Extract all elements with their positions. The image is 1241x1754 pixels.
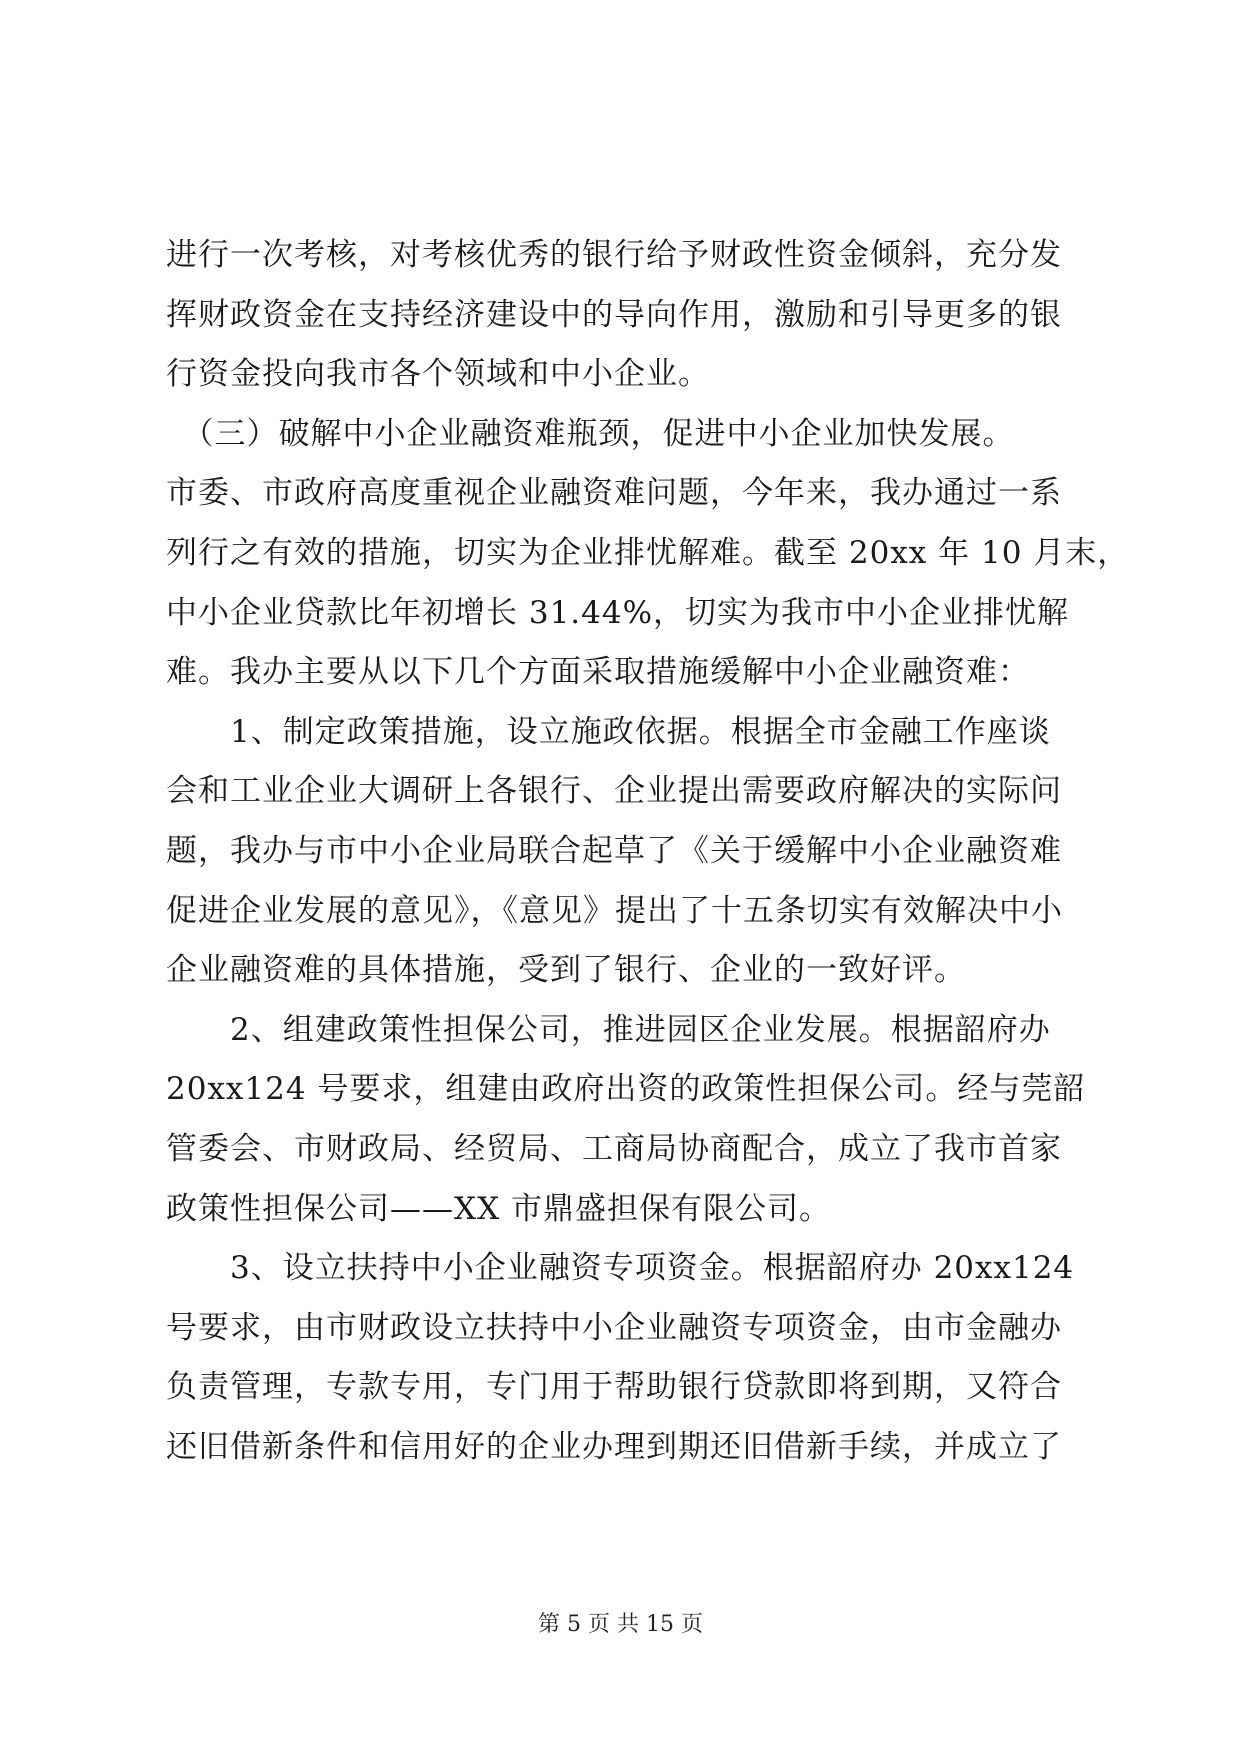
text-line: 1、制定政策措施，设立施政依据。根据全市金融工作座谈 — [166, 713, 1051, 750]
text-line: 负责管理，专款专用，专门用于帮助银行贷款即将到期，又符合 — [166, 1369, 1062, 1406]
page-number: 第 5 页 共 15 页 — [538, 1612, 703, 1637]
text-line: 3、设立扶持中小企业融资专项资金。根据韶府办 20xx124 — [166, 1250, 1075, 1287]
text-line: 行资金投向我市各个领域和中小企业。 — [166, 356, 710, 393]
body-text — [166, 226, 1130, 1477]
text-line: 2、组建政策性担保公司，推进园区企业发展。根据韶府办 — [166, 1011, 1051, 1048]
text-line: 号要求，由市财政设立扶持中小企业融资专项资金，由市金融办 — [166, 1309, 1062, 1346]
text-line: 政策性担保公司——XX 市鼎盛担保有限公司。 — [166, 1190, 831, 1227]
section-heading: （三）破解中小企业融资难瓶颈，促进中小企业加快发展。 — [166, 415, 1015, 452]
text-line: 难。我办主要从以下几个方面采取措施缓解中小企业融资难： — [166, 654, 1030, 691]
page-footer — [0, 1607, 1241, 1638]
text-line: 20xx124 号要求，组建由政府出资的政策性担保公司。经与莞韶 — [166, 1071, 1086, 1108]
text-line: 题，我办与市中小企业局联合起草了《关于缓解中小企业融资难 — [166, 832, 1062, 869]
text-line: 促进企业发展的意见》，《意见》提出了十五条切实有效解决中小 — [166, 892, 1063, 929]
text-line: 挥财政资金在支持经济建设中的导向作用，激励和引导更多的银 — [166, 296, 1062, 333]
text-line: 企业融资难的具体措施，受到了银行、企业的一致好评。 — [166, 952, 966, 989]
text-line: 中小企业贷款比年初增长 31.44%，切实为我市中小企业排忧解 — [166, 594, 1070, 631]
text-line: 还旧借新条件和信用好的企业办理到期还旧借新手续，并成立了 — [166, 1428, 1062, 1465]
text-line: 会和工业企业大调研上各银行、企业提出需要政府解决的实际问 — [166, 773, 1062, 810]
text-line: 进行一次考核，对考核优秀的银行给予财政性资金倾斜，充分发 — [166, 237, 1062, 273]
text-line: 市委、市政府高度重视企业融资难问题，今年来，我办通过一系 — [166, 475, 1062, 512]
text-line: 管委会、市财政局、经贸局、工商局协商配合，成立了我市首家 — [166, 1130, 1062, 1167]
text-line: 列行之有效的措施，切实为企业排忧解难。截至 20xx 年 10 月末， — [166, 534, 1130, 571]
